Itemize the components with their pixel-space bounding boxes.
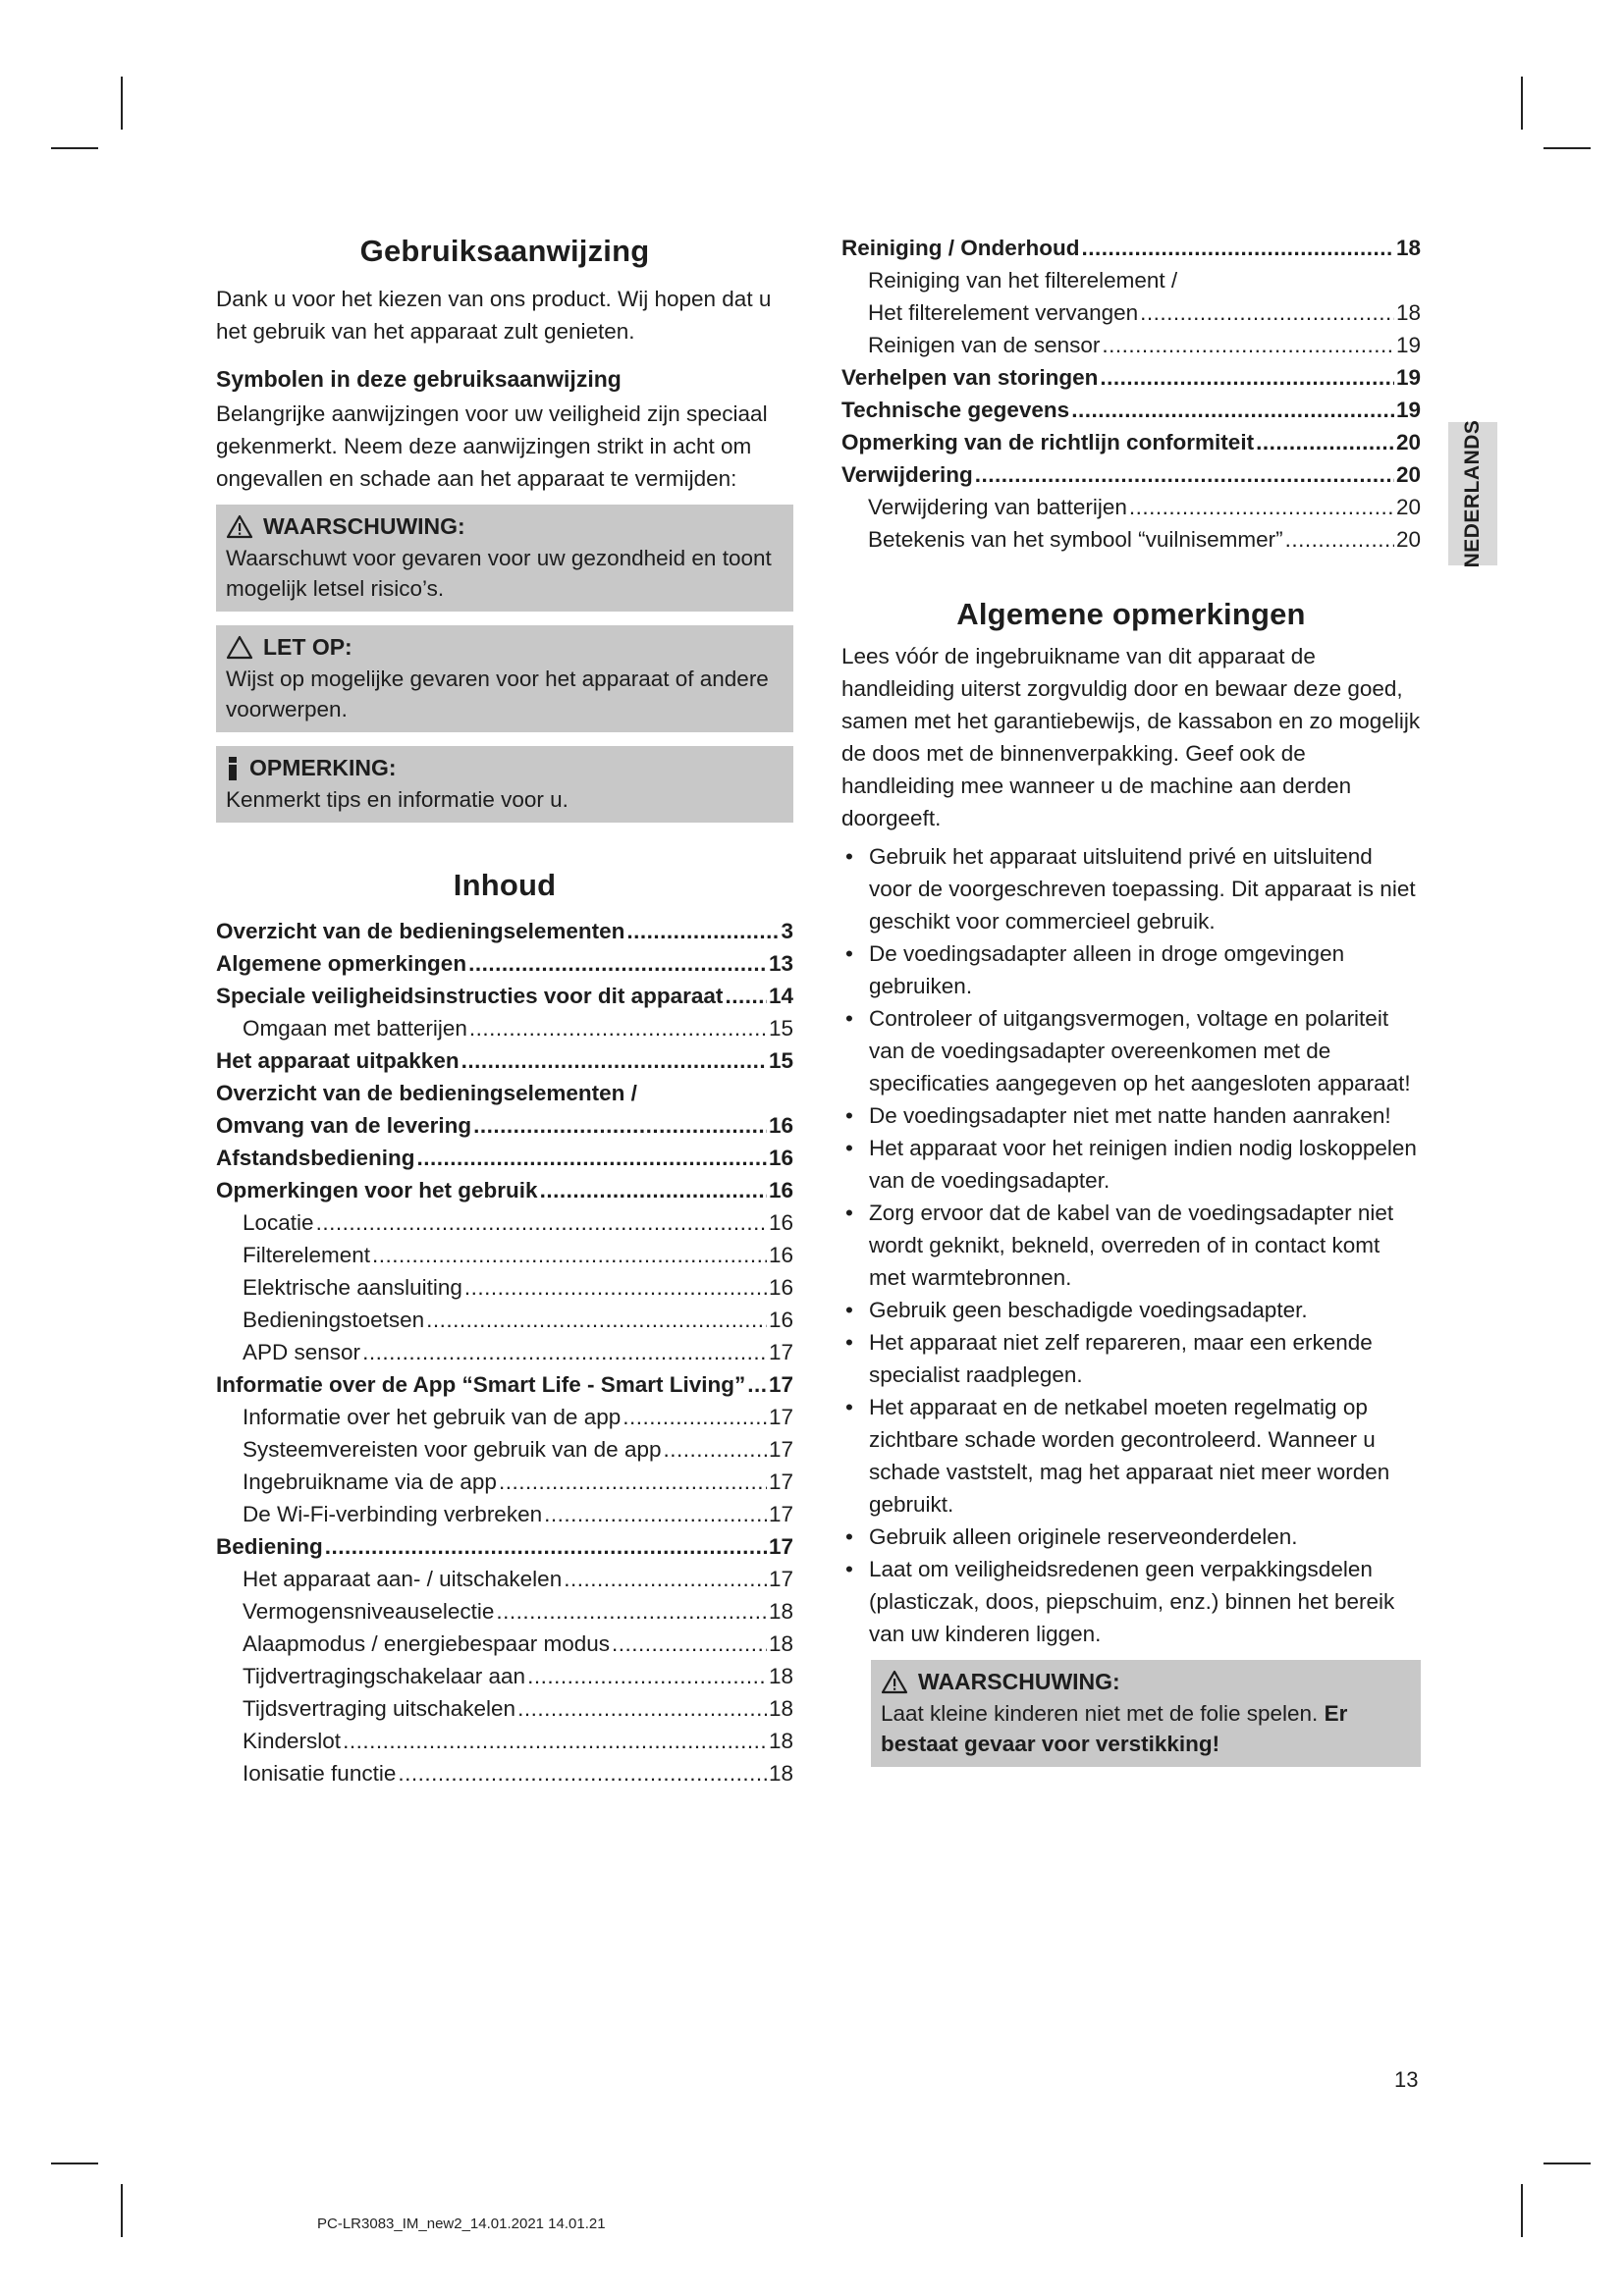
general-text: Lees vóór de ingebruikname van dit apparaat de handleiding uiterst zorgvuldig door en bewaar deze goed, samen met het garantiebewijs, de kassabon en zo mogelijk de doos met de binnenverpakking. Geef ook de handleiding mee wanneer u de machine aan derden doorgeeft. <box>841 644 1421 830</box>
info-icon <box>226 757 240 780</box>
toc-entry <box>216 1563 793 1595</box>
caution-box <box>216 625 793 732</box>
toc-entry <box>216 1466 793 1498</box>
toc-leader-dots <box>1256 426 1394 458</box>
toc-entry-label: Ingebruikname via de app <box>243 1469 497 1494</box>
toc-entry-label: Reinigen van de sensor <box>868 333 1101 357</box>
toc-entry-page: 17 <box>768 1372 793 1397</box>
page-number: 13 <box>1394 2067 1419 2092</box>
toc-entry <box>216 1044 793 1077</box>
toc-leader-dots <box>473 1109 767 1142</box>
toc-entry-page: 18 <box>768 1599 793 1624</box>
toc-entry <box>216 1530 793 1563</box>
toc-list-continued <box>841 232 1421 556</box>
print-footer: PC-LR3083_IM_new2_14.01.2021 14.01.21 <box>317 2216 606 2232</box>
toc-entry-label: Overzicht van de bedieningselementen <box>216 919 625 943</box>
toc-title: Inhoud <box>453 868 557 902</box>
toc-entry-page: 18 <box>768 1761 793 1786</box>
toc-entry-page: 18 <box>1395 236 1421 260</box>
toc-leader-dots <box>417 1142 767 1174</box>
symbols-heading: Symbolen in deze gebruiksaanwijzing <box>216 366 622 392</box>
toc-entry-label: Het apparaat aan- / uitschakelen <box>243 1567 563 1591</box>
toc-list <box>216 915 793 1789</box>
toc-entry <box>216 1336 793 1368</box>
note-label: OPMERKING: <box>249 755 397 780</box>
toc-entry <box>216 980 793 1012</box>
toc-entry-page: 3 <box>781 919 793 943</box>
toc-entry-page: 16 <box>768 1146 793 1170</box>
bullet-item: • Het apparaat en de netkabel moeten regelmatig op zichtbare schade worden gecontroleerd. Wanneer u schade vaststelt, mag het apparaat niet meer worden gebruikt. <box>841 1391 1421 1521</box>
toc-entry <box>216 1368 793 1401</box>
toc-entry-label: Elektrische aansluiting <box>243 1275 462 1300</box>
note-text: Kenmerkt tips en informatie voor u. <box>226 787 568 812</box>
toc-entry-page: 16 <box>768 1210 793 1235</box>
toc-entry-label: Verhelpen van storingen <box>841 365 1099 390</box>
toc-leader-dots <box>1071 394 1394 426</box>
toc-entry-page: 17 <box>768 1405 793 1429</box>
toc-entry <box>216 1628 793 1660</box>
toc-leader-dots <box>725 980 767 1012</box>
toc-entry-page: 15 <box>768 1048 793 1073</box>
toc-entry-label: Kinderslot <box>243 1729 342 1753</box>
toc-entry-page: 17 <box>768 1340 793 1364</box>
toc-leader-dots <box>464 1271 767 1304</box>
toc-entry <box>841 329 1421 361</box>
toc-leader-dots <box>343 1725 767 1757</box>
toc-entry <box>841 458 1421 491</box>
caution-triangle-icon <box>226 635 253 660</box>
toc-entry-page: 17 <box>768 1437 793 1462</box>
toc-entry <box>216 947 793 980</box>
toc-entry-page: 17 <box>768 1567 793 1591</box>
toc-entry-label: Bediening <box>216 1534 323 1559</box>
toc-entry-label: Tijdsvertraging uitschakelen <box>243 1696 516 1721</box>
toc-leader-dots <box>612 1628 767 1660</box>
crop-mark <box>1543 2163 1591 2164</box>
bullet-item: • Laat om veiligheidsredenen geen verpakkingsdelen (plasticzak, doos, piepschuim, enz.) binnen het bereik van uw kinderen liggen. <box>841 1553 1421 1650</box>
toc-entry <box>216 1174 793 1206</box>
toc-entry <box>216 1012 793 1044</box>
toc-entry-label: Betekenis van het symbool “vuilnisemmer” <box>868 527 1283 552</box>
toc-entry-label: Tijdvertragingschakelaar aan <box>243 1664 526 1688</box>
toc-entry-label: Speciale veiligheidsinstructies voor dit apparaat <box>216 984 724 1008</box>
warning-box <box>216 505 793 612</box>
safety-bullets <box>841 840 1421 1650</box>
toc-leader-dots <box>426 1304 767 1336</box>
toc-entry-page: 16 <box>768 1113 793 1138</box>
warning-text: Waarschuwt voor gevaren voor uw gezondheid en toont mogelijk letsel risico’s. <box>226 546 772 601</box>
bullet-item: • Het apparaat voor het reinigen indien nodig loskoppelen van de voedingsadapter. <box>841 1132 1421 1197</box>
toc-entry <box>216 1660 793 1692</box>
warning-label: WAARSCHUWING: <box>918 1669 1120 1694</box>
bullet-item: • De voedingsadapter alleen in droge omgevingen gebruiken. <box>841 937 1421 1002</box>
toc-entry-label: Het apparaat uitpakken <box>216 1048 460 1073</box>
toc-entry <box>216 915 793 947</box>
intro-text: Dank u voor het kiezen van ons product. Wij hopen dat u het gebruik van het apparaat zult genieten. <box>216 287 772 344</box>
crop-mark <box>1521 77 1523 130</box>
toc-leader-dots <box>372 1239 767 1271</box>
toc-entry-label: Ionisatie functie <box>243 1761 397 1786</box>
toc-entry <box>841 394 1421 426</box>
toc-entry-page: 13 <box>768 951 793 976</box>
toc-entry-page: 18 <box>768 1664 793 1688</box>
toc-entry-page: 18 <box>768 1631 793 1656</box>
warning-triangle-icon <box>881 1670 908 1694</box>
toc-leader-dots <box>517 1692 767 1725</box>
toc-entry <box>216 1725 793 1757</box>
toc-entry <box>216 1433 793 1466</box>
bullet-item: • Zorg ervoor dat de kabel van de voedingsadapter niet wordt geknikt, bekneld, overreden of in contact komt met warmtebronnen. <box>841 1197 1421 1294</box>
bullet-item: • Gebruik alleen originele reserveonderdelen. <box>841 1521 1421 1553</box>
toc-leader-dots <box>664 1433 767 1466</box>
toc-entry <box>216 1109 793 1142</box>
toc-leader-dots <box>461 1044 767 1077</box>
toc-entry-page: 20 <box>1395 495 1421 519</box>
toc-entry-label: Reiniging / Onderhoud <box>841 236 1080 260</box>
toc-entry <box>841 296 1421 329</box>
toc-leader-dots <box>544 1498 767 1530</box>
toc-leader-dots <box>623 1401 767 1433</box>
warning-text: Laat kleine kinderen niet met de folie spelen. <box>881 1701 1319 1726</box>
toc-leader-dots <box>1140 296 1394 329</box>
toc-leader-dots <box>325 1530 767 1563</box>
toc-entry-page: 16 <box>768 1178 793 1202</box>
warning-label: WAARSCHUWING: <box>263 513 465 539</box>
warning-box-2 <box>871 1660 1421 1767</box>
toc-entry <box>841 523 1421 556</box>
toc-entry-page: 17 <box>768 1534 793 1559</box>
toc-entry <box>841 491 1421 523</box>
toc-entry-label: Bedieningstoetsen <box>243 1308 425 1332</box>
toc-entry-label: Opmerkingen voor het gebruik <box>216 1178 538 1202</box>
toc-entry-label: Het filterelement vervangen <box>868 300 1139 325</box>
toc-entry-page: 20 <box>1395 527 1421 552</box>
crop-mark <box>51 147 98 149</box>
bullet-item: • De voedingsadapter niet met natte handen aanraken! <box>841 1099 1421 1132</box>
toc-entry <box>841 426 1421 458</box>
warning-triangle-icon <box>226 514 253 539</box>
toc-leader-dots <box>1129 491 1394 523</box>
toc-entry-label: Informatie over de App “Smart Life - Smart Living” <box>216 1372 746 1397</box>
toc-entry <box>216 1142 793 1174</box>
bullet-item: • Het apparaat niet zelf repareren, maar een erkende specialist raadplegen. <box>841 1326 1421 1391</box>
toc-entry <box>216 1498 793 1530</box>
toc-entry <box>216 1239 793 1271</box>
toc-leader-dots <box>316 1206 767 1239</box>
toc-entry-label: Verwijdering <box>841 462 973 487</box>
toc-entry-page: 17 <box>768 1502 793 1526</box>
toc-entry-label: Systeemvereisten voor gebruik van de app <box>243 1437 662 1462</box>
toc-entry-label: Omvang van de levering <box>216 1113 472 1138</box>
symbols-text: Belangrijke aanwijzingen voor uw veiligheid zijn speciaal gekenmerkt. Neem deze aanwijzingen strikt in acht om ongevallen en schade aan het apparaat te vermijden: <box>216 401 768 491</box>
crop-mark <box>51 2163 98 2164</box>
toc-entry <box>216 1692 793 1725</box>
toc-leader-dots <box>527 1660 767 1692</box>
language-tab-label: NEDERLANDS <box>1461 419 1484 568</box>
toc-leader-dots <box>747 1368 767 1401</box>
toc-entry-label: Alaapmodus / energiebespaar modus <box>243 1631 610 1656</box>
toc-entry-page: 19 <box>1395 333 1421 357</box>
crop-mark <box>1543 147 1591 149</box>
toc-entry-page: 19 <box>1395 398 1421 422</box>
toc-leader-dots <box>398 1757 767 1789</box>
left-column <box>216 232 793 1789</box>
crop-mark <box>1521 2184 1523 2237</box>
toc-entry-label: Omgaan met batterijen <box>243 1016 467 1041</box>
toc-entry-page: 19 <box>1395 365 1421 390</box>
toc-entry: Reiniging van het filterelement / <box>868 268 1178 293</box>
toc-entry-label: Opmerking van de richtlijn conformiteit <box>841 430 1255 454</box>
toc-leader-dots <box>1081 232 1393 264</box>
toc-leader-dots <box>540 1174 767 1206</box>
caution-label: LET OP: <box>263 634 352 660</box>
toc-entry-label: De Wi-Fi-verbinding verbreken <box>243 1502 543 1526</box>
toc-entry <box>216 1401 793 1433</box>
toc-leader-dots <box>1100 361 1394 394</box>
toc-entry-page: 14 <box>768 984 793 1008</box>
bullet-item: • Gebruik het apparaat uitsluitend privé en uitsluitend voor de voorgeschreven toepassing. Dit apparaat is niet geschikt voor commercieel gebruik. <box>841 840 1421 937</box>
toc-entry-page: 18 <box>768 1696 793 1721</box>
toc-entry-label: Algemene opmerkingen <box>216 951 467 976</box>
toc-entry: Overzicht van de bedieningselementen / <box>216 1081 637 1105</box>
caution-text: Wijst op mogelijke gevaren voor het apparaat of andere voorwerpen. <box>226 667 769 721</box>
bullet-item: • Gebruik geen beschadigde voedingsadapter. <box>841 1294 1421 1326</box>
toc-entry <box>216 1206 793 1239</box>
toc-entry-label: Informatie over het gebruik van de app <box>243 1405 622 1429</box>
toc-entry-label: Vermogensniveauselectie <box>243 1599 495 1624</box>
toc-leader-dots <box>496 1595 767 1628</box>
toc-leader-dots <box>1102 329 1394 361</box>
toc-leader-dots <box>564 1563 767 1595</box>
toc-leader-dots <box>362 1336 767 1368</box>
warning-text-bold: Er bestaat gevaar voor verstikking! <box>881 1701 1348 1756</box>
toc-leader-dots <box>626 915 779 947</box>
bullet-item: • Controleer of uitgangsvermogen, voltage en polariteit van de voedingsadapter overeenkomen met de specificaties aangegeven op het aangesloten apparaat! <box>841 1002 1421 1099</box>
toc-entry <box>216 1271 793 1304</box>
toc-entry-page: 16 <box>768 1308 793 1332</box>
toc-entry-page: 17 <box>768 1469 793 1494</box>
toc-leader-dots <box>468 947 767 980</box>
toc-entry-page: 20 <box>1395 430 1421 454</box>
toc-entry-page: 16 <box>768 1243 793 1267</box>
language-tab <box>1448 419 1497 568</box>
crop-mark <box>121 77 123 130</box>
toc-entry-label: APD sensor <box>243 1340 361 1364</box>
toc-entry-label: Locatie <box>243 1210 314 1235</box>
page-title: Gebruiksaanwijzing <box>359 234 650 268</box>
right-column <box>841 232 1421 1767</box>
note-box <box>216 746 793 823</box>
toc-entry <box>841 232 1421 264</box>
toc-entry-page: 18 <box>1395 300 1421 325</box>
toc-entry-label: Afstandsbediening <box>216 1146 415 1170</box>
toc-entry-page: 18 <box>768 1729 793 1753</box>
toc-entry-page: 20 <box>1395 462 1421 487</box>
toc-entry-page: 15 <box>768 1016 793 1041</box>
toc-leader-dots <box>499 1466 767 1498</box>
toc-entry <box>216 1757 793 1789</box>
general-title: Algemene opmerkingen <box>956 597 1306 631</box>
toc-entry <box>841 361 1421 394</box>
toc-leader-dots <box>975 458 1394 491</box>
toc-entry <box>216 1595 793 1628</box>
toc-entry <box>216 1304 793 1336</box>
toc-entry-label: Filterelement <box>243 1243 371 1267</box>
toc-entry-label: Verwijdering van batterijen <box>868 495 1127 519</box>
toc-entry-page: 16 <box>768 1275 793 1300</box>
toc-leader-dots <box>469 1012 767 1044</box>
toc-entry-label: Technische gegevens <box>841 398 1070 422</box>
toc-leader-dots <box>1285 523 1394 556</box>
crop-mark <box>121 2184 123 2237</box>
